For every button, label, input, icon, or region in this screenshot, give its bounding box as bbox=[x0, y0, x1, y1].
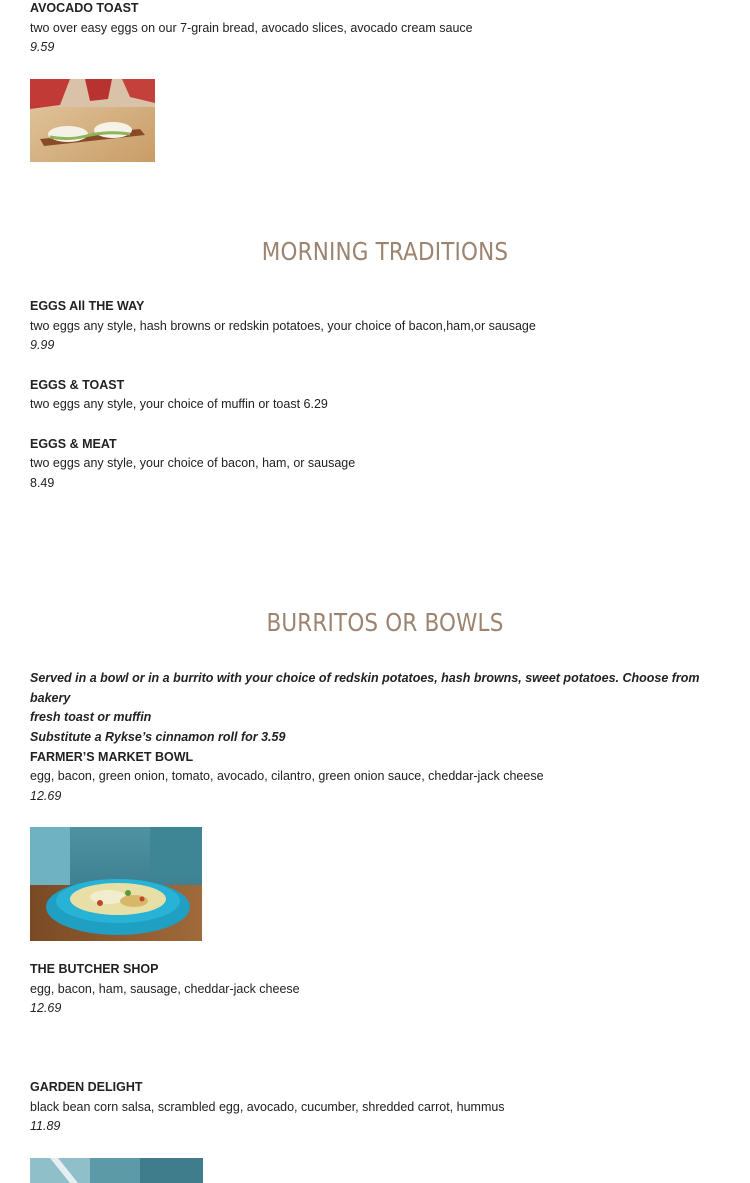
item-name-garden-delight: GARDEN DELIGHT bbox=[30, 1080, 143, 1094]
item-price-farmers-market-bowl: 12.69 bbox=[30, 789, 62, 803]
section-note-line-2: fresh toast or muffin bbox=[30, 710, 152, 724]
item-description-garden-delight: black bean corn salsa, scrambled egg, avocado, cucumber, shredded carrot, hummus bbox=[30, 1100, 505, 1114]
section-title-burritos-or-bowls: BURRITOS OR BOWLS bbox=[266, 608, 504, 637]
item-price-avocado-toast: 9.59 bbox=[30, 40, 55, 54]
item-name-eggs-and-toast: EGGS & TOAST bbox=[30, 378, 125, 392]
garden-delight-photo bbox=[30, 1158, 203, 1183]
item-price-garden-delight: 11.89 bbox=[30, 1119, 61, 1133]
item-description-farmers-market-bowl: egg, bacon, green onion, tomato, avocado, cilantro, green onion sauce, cheddar-jack cheese bbox=[30, 769, 544, 783]
avocado-toast-photo bbox=[30, 79, 155, 162]
item-price-eggs-all-the-way: 9.99 bbox=[30, 338, 55, 352]
item-name-farmers-market-bowl: FARMER’S MARKET BOWL bbox=[30, 750, 194, 764]
item-description-eggs-all-the-way: two eggs any style, hash browns or redskin potatoes, your choice of bacon,ham,or sausage bbox=[30, 319, 536, 333]
section-title-morning-traditions: MORNING TRADITIONS bbox=[261, 237, 509, 266]
item-name-eggs-and-meat: EGGS & MEAT bbox=[30, 437, 117, 451]
farmers-market-bowl-photo bbox=[30, 827, 202, 941]
section-note-line-3: Substitute a Rykse’s cinnamon roll for 3.59 bbox=[30, 729, 286, 744]
item-name-eggs-all-the-way: EGGS All THE WAY bbox=[30, 299, 145, 313]
item-description-the-butcher-shop: egg, bacon, ham, sausage, cheddar-jack cheese bbox=[30, 982, 300, 996]
item-description-eggs-and-meat: two eggs any style, your choice of bacon, ham, or sausage bbox=[30, 456, 356, 470]
item-name-avocado-toast: AVOCADO TOAST bbox=[30, 1, 139, 15]
item-name-the-butcher-shop: THE BUTCHER SHOP bbox=[30, 962, 159, 976]
item-description-avocado-toast: two over easy eggs on our 7-grain bread, avocado slices, avocado cream sauce bbox=[30, 21, 473, 35]
section-note-burritos bbox=[30, 669, 730, 747]
item-price-eggs-and-meat: 8.49 bbox=[30, 476, 55, 490]
section-note-line-1: Served in a bowl or in a burrito with your choice of redskin potatoes, hash browns, sweet potatoes. Choose from bakery bbox=[30, 671, 700, 705]
item-price-the-butcher-shop: 12.69 bbox=[30, 1001, 62, 1015]
item-description-eggs-and-toast: two eggs any style, your choice of muffin or toast 6.29 bbox=[30, 397, 328, 411]
